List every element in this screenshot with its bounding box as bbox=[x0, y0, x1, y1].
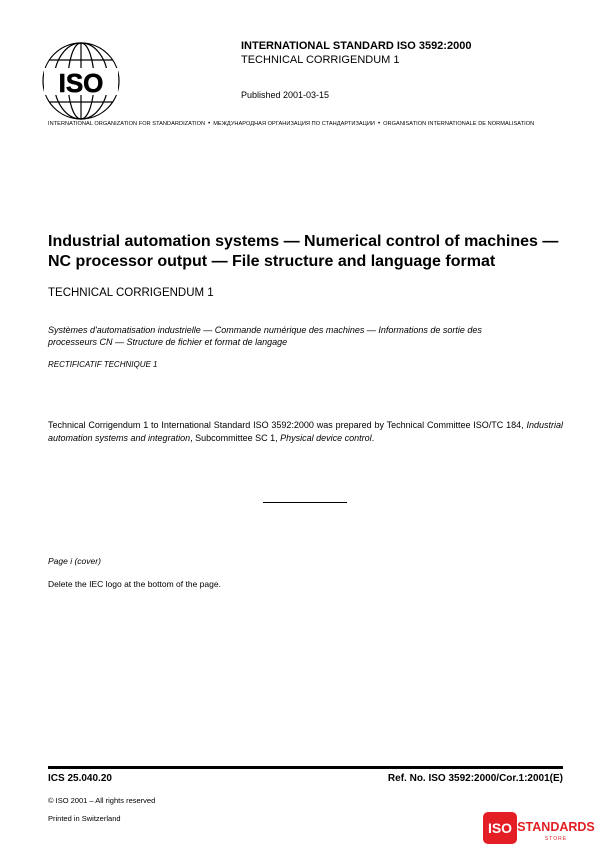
footer-rule bbox=[48, 766, 563, 769]
document-title: INTERNATIONAL STANDARD ISO 3592:2000 bbox=[241, 40, 472, 52]
store-logo-standards: STANDARDS bbox=[517, 820, 595, 834]
bullet-separator: • bbox=[208, 121, 211, 127]
subcommittee-name: Physical device control bbox=[280, 432, 372, 443]
org-name-ru: МЕЖДУНАРОДНАЯ ОРГАНИЗАЦИЯ ПО СТАНДАРТИЗАЦИИ bbox=[213, 121, 375, 127]
org-name-fr: ORGANISATION INTERNATIONALE DE NORMALISATION bbox=[383, 121, 535, 127]
main-title-line-2: NC processor output — File structure and language format bbox=[48, 253, 496, 270]
main-title-line-1: Industrial automation systems — Numerical control of machines — bbox=[48, 233, 559, 250]
french-title-line-2: processeurs CN — Structure de fichier et format de langage bbox=[48, 337, 288, 347]
french-title-line-1: Systèmes d'automatisation industrielle — Commande numérique des machines — Informations de sortie des bbox=[48, 325, 482, 335]
store-logo-iso: ISO bbox=[487, 820, 513, 836]
foreword-text-3: . bbox=[371, 432, 375, 443]
iso-standards-store-logo bbox=[483, 812, 595, 844]
committee-name: Industrial automation systems and integration bbox=[48, 420, 563, 443]
french-title bbox=[48, 324, 568, 348]
foreword-paragraph bbox=[48, 419, 563, 444]
document-subtitle: TECHNICAL CORRIGENDUM 1 bbox=[241, 54, 400, 66]
store-logo-store: STORE bbox=[544, 836, 568, 842]
copyright-notice: © ISO 2001 – All rights reserved bbox=[48, 796, 156, 805]
bullet-separator: • bbox=[377, 121, 381, 127]
section-divider bbox=[263, 502, 347, 503]
french-corrigendum-label: RECTIFICATIF TECHNIQUE 1 bbox=[48, 360, 158, 369]
iso-logo-text: ISO bbox=[58, 68, 104, 98]
iso-logo bbox=[40, 40, 122, 122]
ics-code: ICS 25.040.20 bbox=[48, 773, 112, 784]
page-reference: Page i (cover) bbox=[48, 556, 101, 566]
foreword-text-2: , Subcommittee SC 1, bbox=[190, 432, 281, 443]
printed-location: Printed in Switzerland bbox=[48, 814, 121, 823]
reference-number: Ref. No. ISO 3592:2000/Cor.1:2001(E) bbox=[387, 773, 563, 784]
main-title bbox=[48, 232, 578, 272]
organization-line bbox=[48, 121, 564, 127]
published-date: Published 2001-03-15 bbox=[241, 90, 330, 100]
org-name-en: INTERNATIONAL ORGANIZATION FOR STANDARDIZATION bbox=[48, 121, 206, 127]
foreword-text-1: Technical Corrigendum 1 to International Standard ISO 3592:2000 was prepared by Technical Committee ISO/TC 184, bbox=[48, 420, 527, 430]
correction-instruction: Delete the IEC logo at the bottom of the page. bbox=[48, 579, 221, 589]
corrigendum-label: TECHNICAL CORRIGENDUM 1 bbox=[48, 287, 214, 299]
